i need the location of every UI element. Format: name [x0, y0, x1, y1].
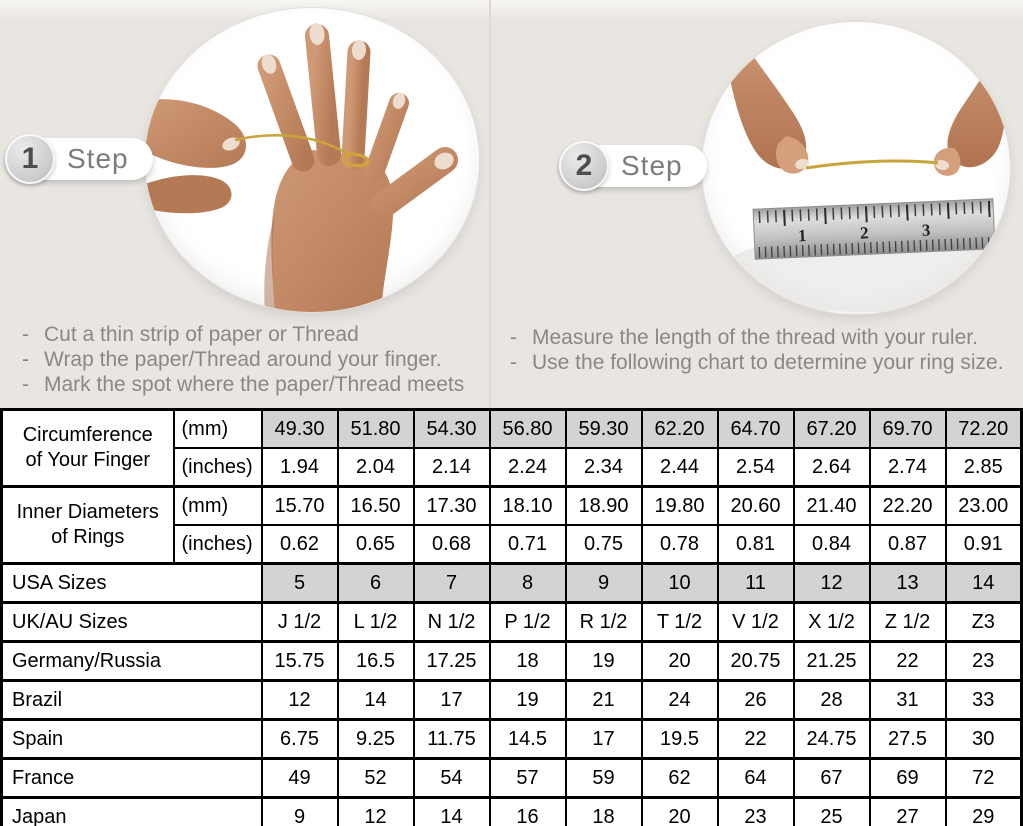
size-value-cell: 16	[490, 798, 566, 826]
size-value-cell: 49	[262, 759, 338, 798]
size-value-cell: 25	[794, 798, 870, 826]
region-label: Japan	[2, 798, 262, 826]
size-value-cell: 62	[642, 759, 718, 798]
region-label: USA Sizes	[2, 564, 262, 603]
size-value-cell: 16.5	[338, 642, 414, 681]
label-line: Circumference	[22, 424, 153, 446]
step2-photo	[702, 22, 1010, 314]
step1-photo	[145, 8, 479, 312]
size-value-cell: 51.80	[338, 410, 414, 449]
ring-size-table	[0, 408, 1023, 826]
table-row	[2, 603, 1022, 642]
unit-label: (mm)	[174, 487, 262, 526]
size-value-cell: R 1/2	[566, 603, 642, 642]
size-value-cell: 9	[262, 798, 338, 826]
table-row	[2, 410, 1022, 449]
step1-label: Step	[67, 143, 129, 174]
size-value-cell: 19	[566, 642, 642, 681]
size-value-cell: 12	[794, 564, 870, 603]
size-value-cell: Z3	[946, 603, 1022, 642]
instruction-text: Wrap the paper/Thread around your finger.	[44, 348, 442, 371]
size-value-cell: 6.75	[262, 720, 338, 759]
size-value-cell: 26	[718, 681, 794, 720]
size-value-cell: 2.85	[946, 448, 1022, 487]
ring-size-table-body	[2, 410, 1022, 826]
size-value-cell: 20	[642, 642, 718, 681]
size-value-cell: 21.25	[794, 642, 870, 681]
size-value-cell: 0.84	[794, 525, 870, 564]
unit-label: (inches)	[174, 448, 262, 487]
step1-badge	[6, 138, 153, 180]
size-value-cell: 18.10	[490, 487, 566, 526]
table-row	[2, 487, 1022, 526]
dash: -	[510, 326, 517, 349]
size-value-cell: 19.5	[642, 720, 718, 759]
size-value-cell: 54.30	[414, 410, 490, 449]
instruction-text: Mark the spot where the paper/Thread meets	[44, 373, 465, 396]
section-divider	[489, 0, 491, 408]
size-value-cell: N 1/2	[414, 603, 490, 642]
size-value-cell: 19.80	[642, 487, 718, 526]
dash: -	[22, 373, 29, 396]
size-value-cell: 23	[718, 798, 794, 826]
size-value-cell: 21.40	[794, 487, 870, 526]
size-value-cell: 24	[642, 681, 718, 720]
size-value-cell: 6	[338, 564, 414, 603]
size-value-cell: 1.94	[262, 448, 338, 487]
size-value-cell: Z 1/2	[870, 603, 946, 642]
size-value-cell: 67	[794, 759, 870, 798]
dash: -	[22, 323, 29, 346]
size-value-cell: J 1/2	[262, 603, 338, 642]
size-value-cell: 17.30	[414, 487, 490, 526]
size-value-cell: 15.75	[262, 642, 338, 681]
size-value-cell: 0.75	[566, 525, 642, 564]
step1-number: 1	[5, 134, 55, 184]
region-label: Brazil	[2, 681, 262, 720]
size-value-cell: 2.54	[718, 448, 794, 487]
label-line: Inner Diameters	[16, 501, 159, 523]
size-value-cell: 52	[338, 759, 414, 798]
size-value-cell: 2.74	[870, 448, 946, 487]
size-value-cell: 72.20	[946, 410, 1022, 449]
size-value-cell: 31	[870, 681, 946, 720]
label-line: of Rings	[51, 526, 125, 548]
size-value-cell: 0.71	[490, 525, 566, 564]
size-value-cell: 57	[490, 759, 566, 798]
size-value-cell: 11.75	[414, 720, 490, 759]
region-label: UK/AU Sizes	[2, 603, 262, 642]
size-value-cell: 11	[718, 564, 794, 603]
size-value-cell: 30	[946, 720, 1022, 759]
size-value-cell: 14.5	[490, 720, 566, 759]
size-value-cell: 20.75	[718, 642, 794, 681]
instruction-text: Use the following chart to determine your ring size.	[532, 351, 1004, 374]
size-value-cell: 18	[566, 798, 642, 826]
size-value-cell: 0.65	[338, 525, 414, 564]
size-value-cell: 24.75	[794, 720, 870, 759]
size-value-cell: 2.14	[414, 448, 490, 487]
ruler-number-3: 3	[921, 220, 931, 240]
table-row	[2, 564, 1022, 603]
size-value-cell: 10	[642, 564, 718, 603]
size-value-cell: 21	[566, 681, 642, 720]
size-value-cell: 20.60	[718, 487, 794, 526]
instruction-line	[22, 347, 464, 372]
table-row	[2, 798, 1022, 826]
size-value-cell: 16.50	[338, 487, 414, 526]
instruction-line	[510, 325, 1004, 350]
size-value-cell: P 1/2	[490, 603, 566, 642]
instruction-line	[510, 350, 1004, 375]
size-value-cell: 14	[414, 798, 490, 826]
size-value-cell: 64	[718, 759, 794, 798]
size-value-cell: T 1/2	[642, 603, 718, 642]
size-value-cell: 0.78	[642, 525, 718, 564]
size-value-cell: 13	[870, 564, 946, 603]
size-value-cell: 64.70	[718, 410, 794, 449]
table-row	[2, 720, 1022, 759]
size-value-cell: 0.62	[262, 525, 338, 564]
instruction-text: Cut a thin strip of paper or Thread	[44, 323, 359, 346]
size-value-cell: 17.25	[414, 642, 490, 681]
table-row	[2, 759, 1022, 798]
unit-label: (inches)	[174, 525, 262, 564]
size-value-cell: 12	[262, 681, 338, 720]
size-value-cell: 27	[870, 798, 946, 826]
ruler	[753, 199, 995, 259]
size-value-cell: 62.20	[642, 410, 718, 449]
step2-instructions	[510, 325, 1004, 375]
size-value-cell: 20	[642, 798, 718, 826]
size-value-cell: 67.20	[794, 410, 870, 449]
size-value-cell: 27.5	[870, 720, 946, 759]
step2-badge	[560, 145, 707, 187]
unit-label: (mm)	[174, 410, 262, 449]
size-value-cell: 8	[490, 564, 566, 603]
size-value-cell: 9	[566, 564, 642, 603]
size-value-cell: 22.20	[870, 487, 946, 526]
hand-thread-illustration	[145, 8, 479, 312]
size-value-cell: 2.34	[566, 448, 642, 487]
size-value-cell: 0.81	[718, 525, 794, 564]
size-value-cell: 2.44	[642, 448, 718, 487]
size-value-cell: 17	[566, 720, 642, 759]
ruler-measure-illustration	[702, 22, 1010, 314]
size-value-cell: 19	[490, 681, 566, 720]
table-row	[2, 642, 1022, 681]
size-value-cell: 12	[338, 798, 414, 826]
size-value-cell: 49.30	[262, 410, 338, 449]
size-value-cell: 18.90	[566, 487, 642, 526]
size-value-cell: 14	[338, 681, 414, 720]
region-label: Germany/Russia	[2, 642, 262, 681]
size-value-cell: 2.04	[338, 448, 414, 487]
size-value-cell: 23.00	[946, 487, 1022, 526]
dash: -	[22, 348, 29, 371]
size-value-cell: 14	[946, 564, 1022, 603]
step1-instructions	[22, 322, 464, 397]
size-value-cell: 22	[870, 642, 946, 681]
size-value-cell: 18	[490, 642, 566, 681]
size-value-cell: 9.25	[338, 720, 414, 759]
instruction-text: Measure the length of the thread with your ruler.	[532, 326, 978, 349]
step2-number: 2	[559, 141, 609, 191]
size-value-cell: 5	[262, 564, 338, 603]
size-value-cell: V 1/2	[718, 603, 794, 642]
step2-label: Step	[621, 150, 683, 181]
size-value-cell: 72	[946, 759, 1022, 798]
size-value-cell: 28	[794, 681, 870, 720]
size-value-cell: 22	[718, 720, 794, 759]
size-value-cell: 2.24	[490, 448, 566, 487]
size-value-cell: 69.70	[870, 410, 946, 449]
row-group-label	[2, 487, 174, 564]
size-value-cell: X 1/2	[794, 603, 870, 642]
row-group-label	[2, 410, 174, 487]
size-value-cell: 0.91	[946, 525, 1022, 564]
size-value-cell: 56.80	[490, 410, 566, 449]
region-label: Spain	[2, 720, 262, 759]
label-line: of Your Finger	[25, 449, 151, 471]
instruction-line	[22, 322, 464, 347]
size-value-cell: L 1/2	[338, 603, 414, 642]
instructions-section	[0, 0, 1023, 408]
instruction-line	[22, 372, 464, 397]
size-value-cell: 7	[414, 564, 490, 603]
size-value-cell: 33	[946, 681, 1022, 720]
region-label: France	[2, 759, 262, 798]
table-row	[2, 681, 1022, 720]
size-value-cell: 0.87	[870, 525, 946, 564]
ruler-number-1: 1	[797, 225, 807, 246]
size-value-cell: 0.68	[414, 525, 490, 564]
size-value-cell: 29	[946, 798, 1022, 826]
size-value-cell: 69	[870, 759, 946, 798]
size-value-cell: 54	[414, 759, 490, 798]
dash: -	[510, 351, 517, 374]
size-value-cell: 59	[566, 759, 642, 798]
size-value-cell: 15.70	[262, 487, 338, 526]
size-value-cell: 23	[946, 642, 1022, 681]
size-value-cell: 2.64	[794, 448, 870, 487]
size-value-cell: 59.30	[566, 410, 642, 449]
ruler-number-2: 2	[859, 223, 869, 243]
size-value-cell: 17	[414, 681, 490, 720]
